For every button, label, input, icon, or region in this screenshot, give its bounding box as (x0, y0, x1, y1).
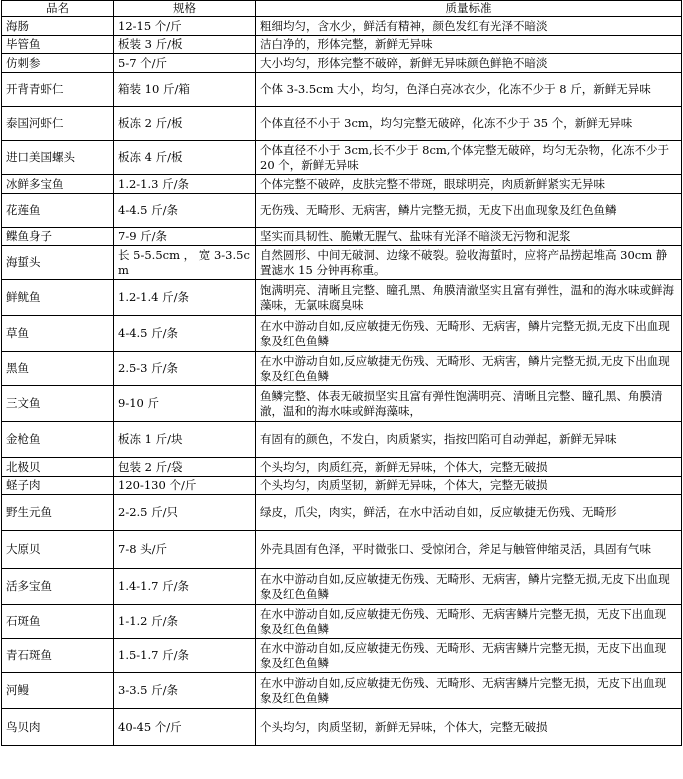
cell-spec: 1.2-1.4 斤/条 (114, 280, 256, 316)
cell-standard: 外壳具固有色泽，平时微张口、受惊闭合，斧足与触管伸缩灵活，具固有气味 (256, 531, 682, 569)
cell-name: 三文鱼 (2, 386, 114, 422)
cell-standard: 在水中游动自如,反应敏捷无伤残、无畸形、无病害，鳞片完整无损,无皮下出血现象及红色鱼鳞 (256, 352, 682, 386)
table-row (2, 605, 682, 639)
table-row (2, 639, 682, 673)
cell-spec: 2-2.5 斤/只 (114, 495, 256, 531)
table-row (2, 316, 682, 352)
cell-spec: 4-4.5 斤/条 (114, 194, 256, 228)
cell-standard: 大小均匀，形体完整不破碎，新鲜无异味颜色鲜艳不暗淡 (256, 54, 682, 73)
cell-spec: 7-9 斤/条 (114, 228, 256, 246)
table-row (2, 194, 682, 228)
table-row (2, 228, 682, 246)
table-row (2, 531, 682, 569)
cell-spec: 2.5-3 斤/条 (114, 352, 256, 386)
cell-name: 泰国河虾仁 (2, 107, 114, 141)
header-name: 品名 (2, 1, 114, 17)
cell-spec: 40-45 个/斤 (114, 709, 256, 746)
cell-standard: 个体完整不破碎，皮肤完整不带斑，眼球明亮，肉质新鲜紧实无异味 (256, 175, 682, 194)
cell-name: 蛏子肉 (2, 477, 114, 495)
cell-standard: 鱼鳞完整、体表无破损坚实且富有弹性饱满明亮、清晰且完整、瞳孔黑、角膜清澈，温和的海水味或鲜海藻味， (256, 386, 682, 422)
table-row (2, 54, 682, 73)
cell-standard: 在水中游动自如,反应敏捷无伤残、无畸形、无病害鳞片完整无损，无皮下出血现象及红色鱼鳞 (256, 605, 682, 639)
cell-spec: 板冻 1 斤/块 (114, 422, 256, 458)
cell-name: 金枪鱼 (2, 422, 114, 458)
cell-name: 青石斑鱼 (2, 639, 114, 673)
cell-name: 活多宝鱼 (2, 569, 114, 605)
cell-name: 草鱼 (2, 316, 114, 352)
cell-standard: 在水中游动自如,反应敏捷无伤残、无畸形、无病害，鳞片完整无损,无皮下出血现象及红色鱼鳞 (256, 569, 682, 605)
table-row (2, 280, 682, 316)
cell-spec: 1.2-1.3 斤/条 (114, 175, 256, 194)
cell-spec: 120-130 个/斤 (114, 477, 256, 495)
cell-name: 花莲鱼 (2, 194, 114, 228)
table-row (2, 175, 682, 194)
table-row (2, 352, 682, 386)
cell-spec: 1-1.2 斤/条 (114, 605, 256, 639)
table-row (2, 673, 682, 709)
table-row (2, 709, 682, 746)
cell-standard: 绿皮，爪尖，肉实，鲜活，在水中活动自如，反应敏捷无伤残、无畸形 (256, 495, 682, 531)
cell-name: 进口美国螺头 (2, 141, 114, 175)
cell-standard: 粗细均匀，含水少，鲜活有精神，颜色发红有光泽不暗淡 (256, 17, 682, 36)
cell-spec: 板冻 2 斤/板 (114, 107, 256, 141)
cell-spec: 1.4-1.7 斤/条 (114, 569, 256, 605)
table-row (2, 246, 682, 280)
cell-standard: 个体直径不小于 3cm,长不少于 8cm,个体完整无破碎，均匀无杂物，化冻不少于 20 个，新鲜无异味 (256, 141, 682, 175)
cell-spec: 板装 3 斤/板 (114, 36, 256, 54)
table-row (2, 107, 682, 141)
cell-name: 鲽鱼身子 (2, 228, 114, 246)
cell-standard: 自然圆形、中间无破洞、边缘不破裂。验收海蜇时，应将产品捞起堆高 30cm 静置滤水 15 分钟再称重。 (256, 246, 682, 280)
cell-standard: 个体 3-3.5cm 大小，均匀，色泽白亮冰衣少，化冻不少于 8 斤，新鲜无异味 (256, 73, 682, 107)
cell-spec: 1.5-1.7 斤/条 (114, 639, 256, 673)
header-spec: 规格 (114, 1, 256, 17)
cell-name: 河鳗 (2, 673, 114, 709)
cell-standard: 个体直径不小于 3cm，均匀完整无破碎，化冻不少于 35 个，新鲜无异味 (256, 107, 682, 141)
cell-standard: 在水中游动自如,反应敏捷无伤残、无畸形、无病害鳞片完整无损，无皮下出血现象及红色鱼鳞 (256, 639, 682, 673)
cell-name: 海蜇头 (2, 246, 114, 280)
cell-standard: 在水中游动自如,反应敏捷无伤残、无畸形、无病害鳞片完整无损，无皮下出血现象及红色鱼鳞 (256, 673, 682, 709)
table-row (2, 495, 682, 531)
cell-standard: 个头均匀，肉质坚韧，新鲜无异味，个体大，完整无破损 (256, 709, 682, 746)
table-row (2, 422, 682, 458)
header-standard: 质量标准 (256, 1, 682, 17)
cell-name: 鲜鱿鱼 (2, 280, 114, 316)
cell-spec: 长 5-5.5cm ， 宽 3-3.5cm (114, 246, 256, 280)
cell-spec: 12-15 个/斤 (114, 17, 256, 36)
cell-standard: 有固有的颜色，不发白，肉质紧实，指按凹陷可自动弹起，新鲜无异味 (256, 422, 682, 458)
cell-standard: 饱满明亮、清晰且完整、瞳孔黑、角膜清澈坚实且富有弹性，温和的海水味或鲜海藻味，无氯味腐臭味 (256, 280, 682, 316)
table-row (2, 73, 682, 107)
cell-name: 仿刺参 (2, 54, 114, 73)
table-row (2, 386, 682, 422)
cell-name: 毕管鱼 (2, 36, 114, 54)
cell-name: 北极贝 (2, 458, 114, 477)
cell-name: 石斑鱼 (2, 605, 114, 639)
header-row (2, 1, 682, 17)
cell-standard: 无伤残、无畸形、无病害，鳞片完整无损，无皮下出血现象及红色鱼鳞 (256, 194, 682, 228)
table-row (2, 477, 682, 495)
cell-spec: 板冻 4 斤/板 (114, 141, 256, 175)
cell-standard: 坚实而具韧性、脆嫩无腥气、盐味有光泽不暗淡无污物和泥浆 (256, 228, 682, 246)
cell-spec: 3-3.5 斤/条 (114, 673, 256, 709)
cell-standard: 个头均匀，肉质坚韧，新鲜无异味，个体大，完整无破损 (256, 477, 682, 495)
cell-standard: 个头均匀，肉质红亮，新鲜无异味，个体大，完整无破损 (256, 458, 682, 477)
table-row (2, 17, 682, 36)
cell-name: 黑鱼 (2, 352, 114, 386)
table-row (2, 141, 682, 175)
cell-name: 开背青虾仁 (2, 73, 114, 107)
cell-spec: 7-8 头/斤 (114, 531, 256, 569)
cell-spec: 4-4.5 斤/条 (114, 316, 256, 352)
cell-name: 海肠 (2, 17, 114, 36)
table-row (2, 458, 682, 477)
cell-spec: 9-10 斤 (114, 386, 256, 422)
cell-standard: 在水中游动自如,反应敏捷无伤残、无畸形、无病害，鳞片完整无损,无皮下出血现象及红色鱼鳞 (256, 316, 682, 352)
cell-name: 鸟贝肉 (2, 709, 114, 746)
cell-standard: 洁白净的，形体完整，新鲜无异味 (256, 36, 682, 54)
cell-name: 大原贝 (2, 531, 114, 569)
table-row (2, 569, 682, 605)
cell-spec: 5-7 个/斤 (114, 54, 256, 73)
cell-spec: 包装 2 斤/袋 (114, 458, 256, 477)
quality-standards-table (1, 0, 682, 746)
cell-name: 冰鲜多宝鱼 (2, 175, 114, 194)
cell-name: 野生元鱼 (2, 495, 114, 531)
table-row (2, 36, 682, 54)
cell-spec: 箱装 10 斤/箱 (114, 73, 256, 107)
